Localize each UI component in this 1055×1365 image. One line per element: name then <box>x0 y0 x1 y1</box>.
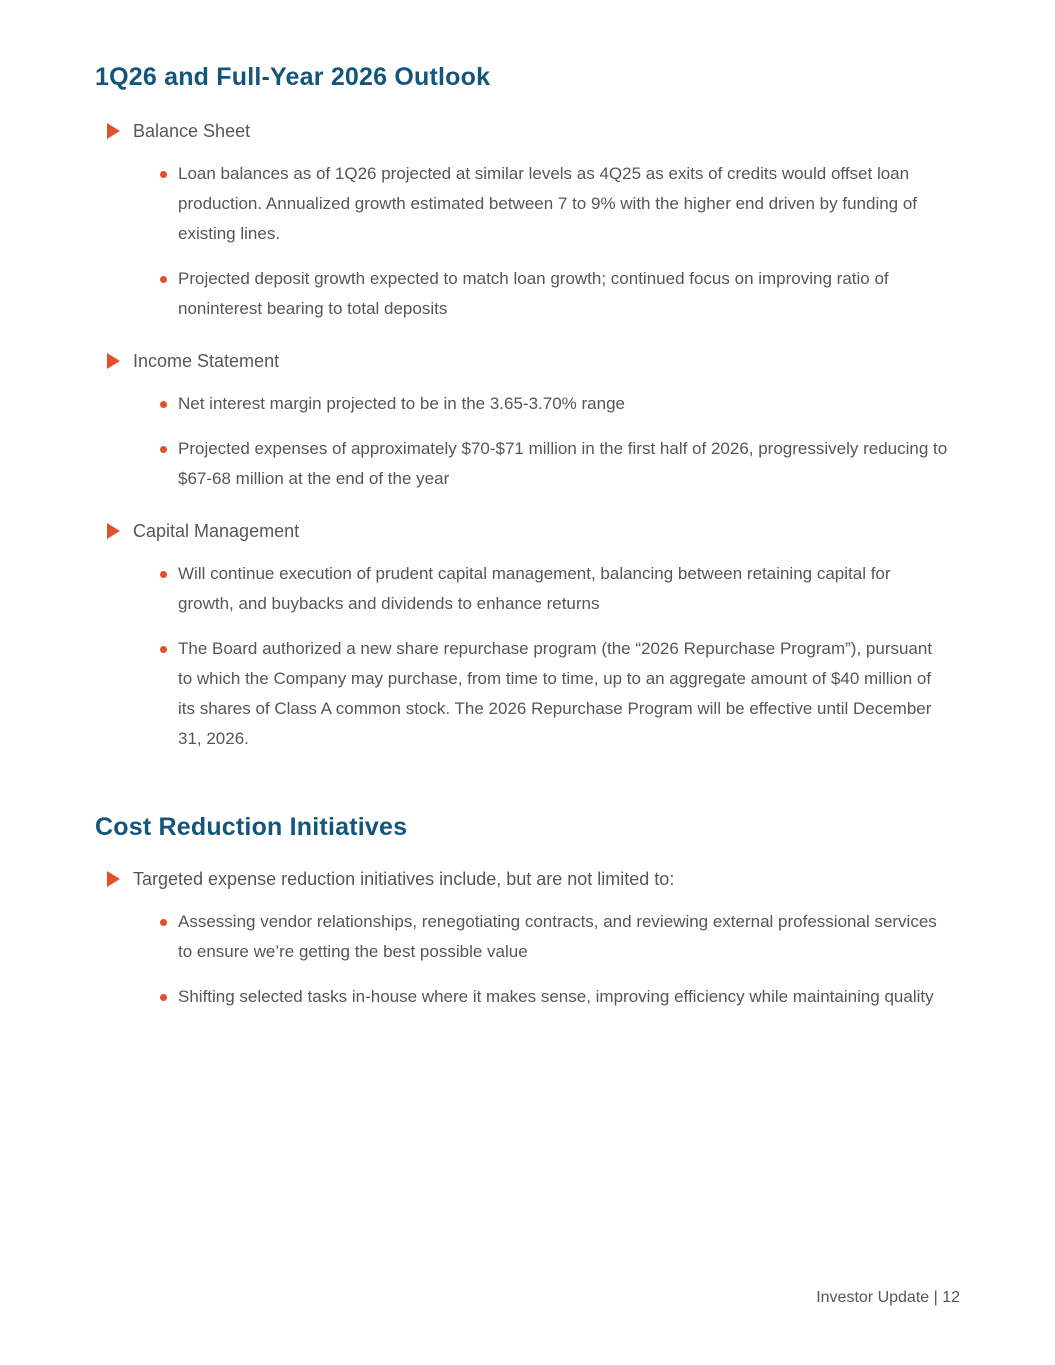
section-title-cost-reduction: Cost Reduction Initiatives <box>95 813 408 841</box>
group-label-income-statement: Income Statement <box>133 351 280 371</box>
bullet-item <box>160 559 950 619</box>
dot-bullet-icon <box>160 446 167 453</box>
bullet-text: Assessing vendor relationships, renegotiating contracts, and reviewing external professional services to ensure we’re getting the best possible value <box>178 912 937 961</box>
bullet-text: Net interest margin projected to be in the 3.65-3.70% range <box>178 394 625 413</box>
bullet-text: The Board authorized a new share repurchase program (the “2026 Repurchase Program”), pursuant to which the Company may purchase, from time to time, up to an aggregate amount of $40 million of its shares of Class A common stock. The 2026 Repurchase Program will be effective until December 31, 2026. <box>178 639 933 748</box>
bullet-item <box>160 907 950 967</box>
bullet-item <box>160 434 950 494</box>
page-footer: Investor Update | 12 <box>816 1289 960 1306</box>
bullet-text: Projected expenses of approximately $70-$71 million in the first half of 2026, progressively reducing to $67-68 million at the end of the year <box>178 439 948 488</box>
group-header-balance-sheet <box>107 118 960 144</box>
bullet-item <box>160 159 950 249</box>
triangle-bullet-icon <box>107 353 120 369</box>
triangle-bullet-icon <box>107 871 120 887</box>
bullet-text: Loan balances as of 1Q26 projected at similar levels as 4Q25 as exits of credits would offset loan production. Annualized growth estimated between 7 to 9% with the higher end driven by funding of existing lines. <box>178 164 918 243</box>
bullet-item <box>160 389 950 419</box>
section-title-outlook: 1Q26 and Full-Year 2026 Outlook <box>95 63 491 91</box>
group-balance-sheet <box>95 118 960 324</box>
dot-bullet-icon <box>160 919 167 926</box>
group-header-income-statement <box>107 348 960 374</box>
dot-bullet-icon <box>160 994 167 1001</box>
group-header-targeted-expense <box>107 866 960 892</box>
group-label-targeted-expense: Targeted expense reduction initiatives include, but are not limited to: <box>133 869 675 889</box>
group-header-capital-management <box>107 518 960 544</box>
group-label-capital-management: Capital Management <box>133 521 300 541</box>
bullet-item <box>160 264 950 324</box>
bullet-text: Projected deposit growth expected to match loan growth; continued focus on improving ratio of noninterest bearing to total deposits <box>178 269 889 318</box>
bullet-item <box>160 982 950 1012</box>
triangle-bullet-icon <box>107 123 120 139</box>
bullet-text: Will continue execution of prudent capital management, balancing between retaining capital for growth, and buybacks and dividends to enhance returns <box>178 564 891 613</box>
dot-bullet-icon <box>160 571 167 578</box>
group-targeted-expense <box>95 866 960 1012</box>
group-capital-management <box>95 518 960 754</box>
section-outlook <box>95 62 960 754</box>
bullet-list-income-statement <box>95 389 960 494</box>
bullet-list-balance-sheet <box>95 159 960 324</box>
dot-bullet-icon <box>160 171 167 178</box>
group-label-balance-sheet: Balance Sheet <box>133 121 251 141</box>
group-income-statement <box>95 348 960 494</box>
section-cost-reduction <box>95 812 960 1012</box>
bullet-list-capital-management <box>95 559 960 754</box>
bullet-text: Shifting selected tasks in-house where it makes sense, improving efficiency while maintaining quality <box>178 987 934 1006</box>
dot-bullet-icon <box>160 276 167 283</box>
dot-bullet-icon <box>160 401 167 408</box>
bullet-list-targeted-expense <box>95 907 960 1012</box>
bullet-item <box>160 634 950 754</box>
triangle-bullet-icon <box>107 523 120 539</box>
dot-bullet-icon <box>160 646 167 653</box>
